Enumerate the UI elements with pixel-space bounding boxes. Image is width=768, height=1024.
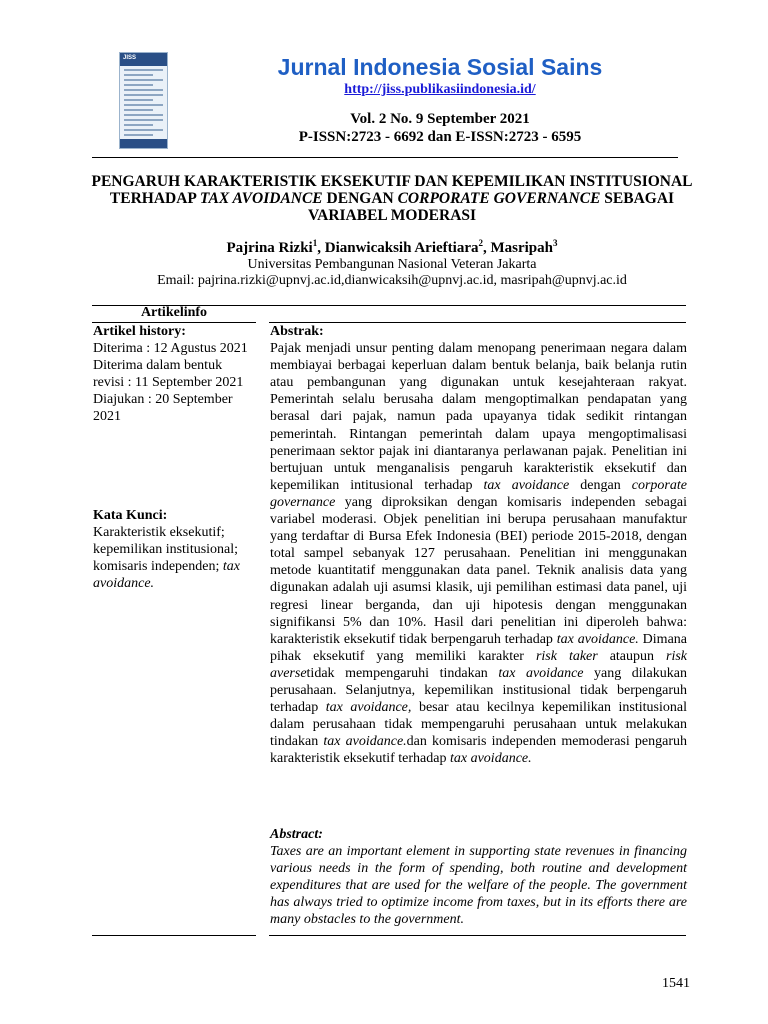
journal-title: Jurnal Indonesia Sosial Sains [277,54,603,80]
abstract-section [270,826,687,928]
author-emails: Email: pajrina.rizki@upnvj.ac.id,dianwicaksih@upnvj.ac.id, masripah@upnvj.ac.id [157,273,627,288]
bottom-rule-left [92,935,256,936]
submitted-date: Diajukan : 20 September 2021 [93,392,233,424]
abstract-label: Abstract: [270,827,323,842]
received-date: Diterima : 12 Agustus 2021 [93,341,248,356]
abstrak-label: Abstrak: [270,324,324,339]
article-history [93,323,256,425]
keywords-text: Karakteristik eksekutif; kepemilikan institusional; komisaris independen; tax avoidance. [93,525,240,591]
author-list: Pajrina Rizki$^1$, Dianwicaksih Arieftiara$^2$, Masripah$^3$ [226,238,558,256]
revised-date: Diterima dalam bentuk revisi : 11 September 2021 [93,358,244,390]
keywords-label: Kata Kunci: [93,508,168,523]
history-label: Artikel history: [93,324,186,339]
title-line-3: VARIABEL MODERASI [307,207,477,224]
abstrak-body: Pajak menjadi unsur penting dalam menopang penerimaan negara dalam membiayai berbagai keperluan dalam bentuk belanja, baik belanja rutin atau pembangunan yang digunakan untuk kesejahteraan rakyat. Pemerintah selalu berusaha dalam mengoptimalkan pendapatan yang berasal dari pajak, namun pada upayanya tidak sedikit rintangan pemerintah. Rintangan pemerintah dalam upaya mengoptimalisasi penerimaan sektor pajak ini diantaranya perlawanan pajak. Penelitian ini bertujuan untuk menganalisis pengaruh karakteristik eksekutif dan kepemilikan intitusional terhadap tax avoidance dengan corporate governance yang diproksikan dengan komisaris independen sebagai variabel moderasi. Objek penelitian ini berupa perusahaan manufaktur yang terdaftar di Bursa Efek Indonesia (BEI) periode 2015-2018, dengan total sampel sebanyak 127 perusahaan. Penelitian ini menggunakan metode kuantitatif menggunakan data panel. Teknik analisis data yang digunakan adalah uji asumsi klasik, uji pemilihan estimasi data panel, uji regresi linear berganda, dan uji hipotesis dengan menggunakan signifikansi 5% dan 10%. Hasil dari penelitian ini diperoleh bahwa: karakteristik eksekutif tidak berpengaruh terhadap tax avoidance. Dimana pihak eksekutif yang memiliki karakter risk taker ataupun risk aversetidak mempengaruhi tindakan tax avoidance yang dilakukan perusahaan. Selanjutnya, kepemilikan institusional tidak berpengaruh terhadap tax avoidance, besar atau kecilnya kepemilikan institusional dalam perusahaan tidak mempengaruhi perusahaan untuk melakukan tindakan tax avoidance.dan komisaris independen memoderasi pengaruh karakteristik eksekutif terhadap tax avoidance. [270,341,688,767]
title-line-2: TERHADAP TAX AVOIDANCE DENGAN CORPORATE GOVERNANCE SEBAGAI [109,190,675,207]
affiliation: Universitas Pembangunan Nasional Veteran Jakarta [247,257,537,272]
journal-issn: P-ISSN:2723 - 6692 dan E-ISSN:2723 - 6595 [298,129,582,145]
journal-volume: Vol. 2 No. 9 September 2021 [350,111,530,127]
keywords [93,507,258,592]
cover-label: JISS [120,53,167,66]
page-number: 1541 [662,976,690,991]
header-divider [92,157,678,158]
bottom-rule-right [269,935,686,936]
title-line-1: PENGARUH KARAKTERISTIK EKSEKUTIF DAN KEPEMILIKAN INSTITUSIONAL [91,173,693,190]
article-info-header: Artikelinfo [140,305,208,320]
abstrak-section [270,323,687,767]
paper-title [88,173,696,224]
journal-url-link[interactable]: http://jiss.publikasiindonesia.id/ [344,82,536,97]
abstract-body: Taxes are an important element in supporting state revenues in financing various needs in the form of spending, both routine and development expenditures that are used for the welfare of the people. The government has always tried to optimize income from taxes, but in its efforts there are many obstacles to the government. [270,844,687,927]
